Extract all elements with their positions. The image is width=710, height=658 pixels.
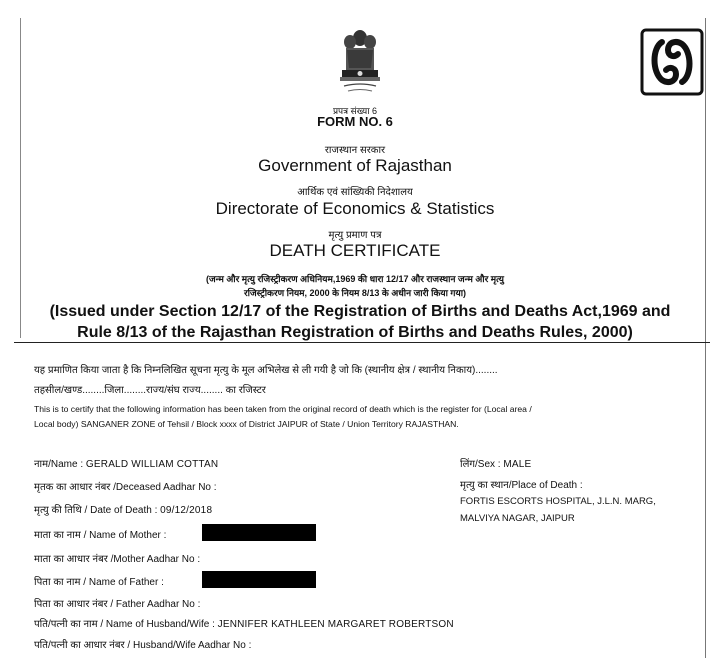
- redacted-father-name: [202, 571, 316, 588]
- certify-statement-hindi-2: तहसील/खण्ड........जिला........राज्य/संघ राज्य........ का रजिस्टर: [34, 385, 266, 396]
- certify-statement-hindi-1: यह प्रमाणित किया जाता है कि निम्नलिखित सूचना मृत्यु के मूल अभिलेख से ली गयी है जो कि (स्थानीय क्षेत्र / स्थानीय निकाय)........: [34, 365, 498, 376]
- date-value: 09/12/2018: [160, 505, 213, 516]
- mother-name-label: माता का नाम / Name of Mother :: [34, 530, 167, 541]
- sex-value: MALE: [503, 459, 532, 470]
- place-of-death-label: मृत्यु का स्थान/Place of Death :: [460, 480, 583, 491]
- form-no-hindi: प्रपत्र संख्या 6: [332, 106, 378, 116]
- certify-text-c: of State / Union Territory: [308, 419, 406, 429]
- directorate-hindi: आर्थिक एवं सांख्यिकी निदेशालय: [297, 187, 413, 198]
- certify-text-d: .: [456, 419, 459, 429]
- certify-text-a: Local body): [34, 419, 81, 429]
- date-of-death-field: [34, 502, 212, 516]
- issued-note-hindi-2: रजिस्ट्रीकरण नियम, 2000 के नियम 8/13 के अधीन जारी किया गया): [243, 288, 467, 298]
- sex-field: [460, 456, 531, 470]
- spouse-aadhar-label: पति/पत्नी का आधार नंबर / Husband/Wife Aadhar No :: [34, 640, 252, 651]
- issued-note-2: Rule 8/13 of the Rajasthan Registration of Births and Deaths Rules, 2000): [77, 324, 633, 341]
- directorate-logo-icon: [640, 28, 704, 96]
- mother-aadhar-label: माता का आधार नंबर /Mother Aadhar No :: [34, 554, 201, 565]
- name-label: नाम/Name :: [34, 459, 86, 470]
- spouse-name-field: [34, 616, 454, 630]
- name-value: GERALD WILLIAM COTTAN: [85, 459, 219, 470]
- certify-statement-2: [34, 419, 459, 429]
- deceased-name-field: [34, 456, 218, 470]
- government-hindi: राजस्थान सरकार: [324, 145, 386, 156]
- spouse-value: JENNIFER KATHLEEN MARGARET ROBERTSON: [217, 619, 454, 630]
- government-title: Government of Rajasthan: [258, 156, 452, 175]
- date-label: मृत्यु की तिथि / Date of Death :: [34, 505, 161, 516]
- father-name-label: पिता का नाम / Name of Father :: [34, 577, 164, 588]
- district-value: JAIPUR: [277, 419, 308, 429]
- certificate-title: DEATH CERTIFICATE: [269, 241, 441, 260]
- spouse-label: पति/पत्नी का नाम / Name of Husband/Wife :: [34, 619, 218, 630]
- redacted-mother-name: [202, 524, 316, 541]
- place-of-death-line-1: FORTIS ESCORTS HOSPITAL, J.L.N. MARG,: [460, 496, 656, 507]
- certify-text-b: of Tehsil / Block xxxx of District: [155, 419, 278, 429]
- form-no: FORM NO. 6: [317, 114, 393, 129]
- ashoka-emblem-icon: [330, 24, 390, 96]
- local-body-value: SANGANER ZONE: [80, 419, 156, 429]
- certify-statement-1: This is to certify that the following information has been taken from the original record of death which is the register for (Local area /: [34, 404, 532, 414]
- deceased-aadhar-label: मृतक का आधार नंबर /Deceased Aadhar No :: [34, 482, 217, 493]
- state-value: RAJASTHAN: [405, 419, 457, 429]
- sex-label: लिंग/Sex :: [460, 459, 504, 470]
- place-of-death-line-2: MALVIYA NAGAR, JAIPUR: [460, 513, 575, 524]
- directorate-title: Directorate of Economics & Statistics: [215, 199, 495, 218]
- certificate-title-hindi: मृत्यु प्रमाण पत्र: [328, 230, 382, 241]
- father-aadhar-label: पिता का आधार नंबर / Father Aadhar No :: [34, 599, 201, 610]
- issued-note-hindi-1: (जन्म और मृत्यु रजिस्ट्रीकरण अधिनियम,1969 की धारा 12/17 और राजस्थान जन्म और मृत्यु: [205, 274, 505, 284]
- section-divider: [14, 342, 710, 343]
- issued-note-1: (Issued under Section 12/17 of the Registration of Births and Deaths Act,1969 and: [49, 303, 671, 320]
